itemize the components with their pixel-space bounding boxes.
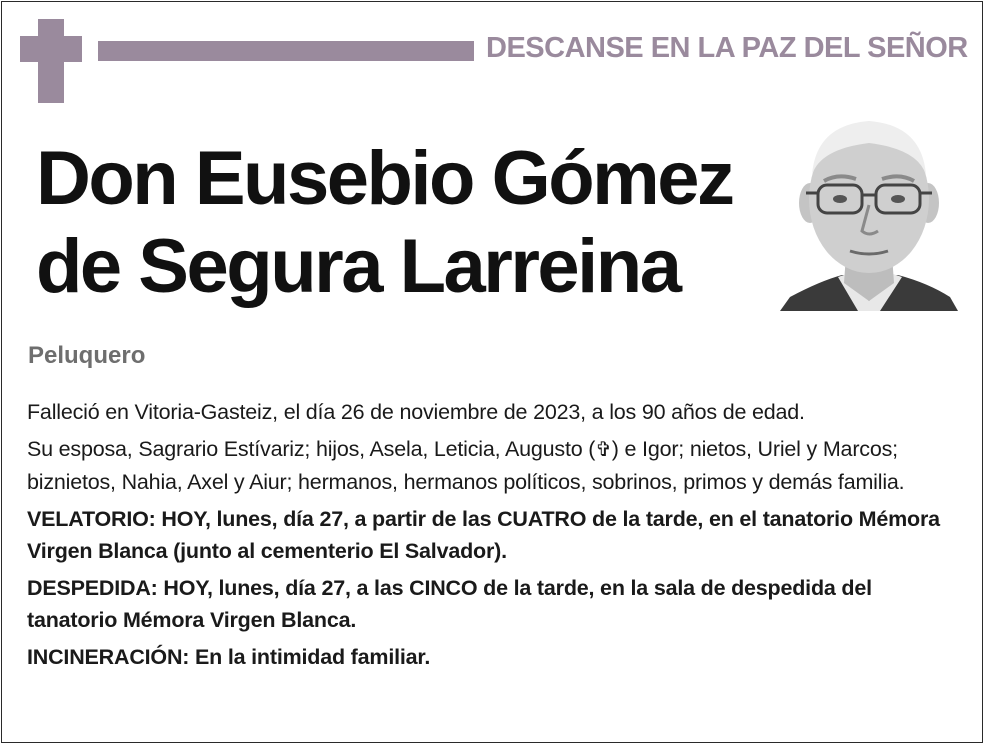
portrait-photo <box>780 105 958 311</box>
death-line: Falleció en Vitoria-Gasteiz, el día 26 de noviembre de 2023, a los 90 años de edad. <box>27 400 805 424</box>
latin-cross-icon-arm <box>20 36 82 62</box>
velatorio-paragraph: VELATORIO: HOY, lunes, día 27, a partir de las CUATRO de la tarde, en el tanatorio Mémora Virgen Blanca (junto al cementerio El Salvador). <box>27 507 940 563</box>
deceased-name <box>36 135 756 311</box>
deceased-cross-icon: ✞ <box>595 439 612 461</box>
name-line-1: Don Eusebio Gómez <box>36 136 733 221</box>
obituary-notice <box>1 1 983 743</box>
incineracion-paragraph: INCINERACIÓN: En la intimidad familiar. <box>27 645 431 669</box>
family-paragraph <box>27 433 967 498</box>
name-line-2: de Segura Larreina <box>36 224 680 309</box>
tagline: DESCANSE EN LA PAZ DEL SEÑOR <box>486 32 968 64</box>
header-rule <box>98 41 474 61</box>
profession: Peluquero <box>28 342 146 369</box>
family-text-start: Su esposa, Sagrario Estívariz; hijos, Asela, Leticia, Augusto ( <box>27 437 596 461</box>
family-text-end: ) e Igor; nietos, Uriel y Marcos; biznietos, Nahia, Axel y Aiur; hermanos, hermanos políticos, sobrinos, primos y demás familia. <box>27 437 905 494</box>
notice-body <box>27 396 967 678</box>
despedida-paragraph: DESPEDIDA: HOY, lunes, día 27, a las CINCO de la tarde, en la sala de despedida del tanatorio Mémora Virgen Blanca. <box>27 576 872 632</box>
